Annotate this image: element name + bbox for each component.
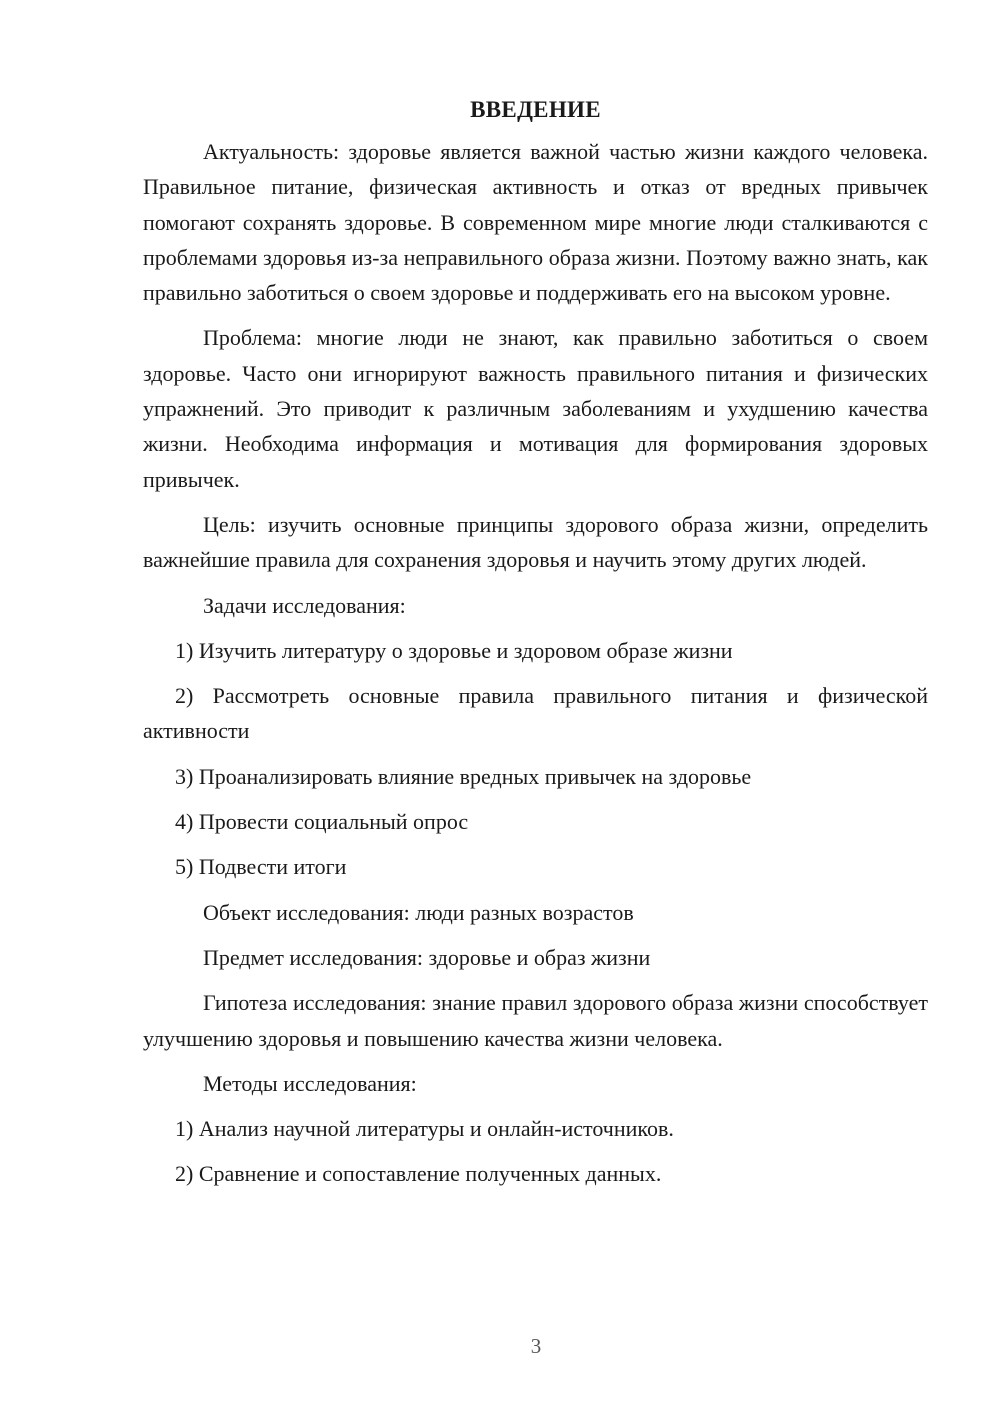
task-item: 4) Провести социальный опрос [175, 809, 469, 835]
method-item: 2) Сравнение и сопоставление полученных данных. [175, 1161, 662, 1187]
method-item: 1) Анализ научной литературы и онлайн-источников. [175, 1116, 674, 1142]
tasks-heading: Задачи исследования: [203, 592, 406, 618]
page-title: ВВЕДЕНИЕ [470, 97, 601, 122]
task-item: 2) Рассмотреть основные правила правильного питания и физической активности [143, 683, 928, 744]
methods-heading: Методы исследования: [203, 1070, 417, 1096]
document-page [143, 92, 928, 1202]
hypothesis-paragraph: Гипотеза исследования: знание правил здорового образа жизни способствует улучшению здоровья и повышению качества жизни человека. [143, 990, 928, 1051]
task-item: 5) Подвести итоги [175, 854, 347, 880]
task-item: 3) Проанализировать влияние вредных привычек на здоровье [175, 763, 752, 789]
relevance-paragraph: Актуальность: здоровье является важной частью жизни каждого человека. Правильное питание, физическая активность и отказ от вредных привычек помогают сохранять здоровье. В современном мире многие люди сталкиваются с проблемами здоровья из-за неправильного образа жизни. Поэтому важно знать, как правильно заботиться о своем здоровье и поддерживать его на высоком уровне. [143, 139, 928, 306]
problem-paragraph: Проблема: многие люди не знают, как правильно заботиться о своем здоровье. Часто они игнорируют важность правильного питания и физических упражнений. Это приводит к различным заболеваниям и ухудшению качества жизни. Необходима информация и мотивация для формирования здоровых привычек. [143, 325, 928, 492]
research-object: Объект исследования: люди разных возрастов [203, 899, 634, 925]
task-item: 1) Изучить литературу о здоровье и здоровом образе жизни [175, 637, 733, 663]
page-number: 3 [530, 1334, 542, 1358]
goal-paragraph: Цель: изучить основные принципы здорового образа жизни, определить важнейшие правила для сохранения здоровья и научить этому других людей. [143, 511, 928, 573]
research-subject: Предмет исследования: здоровье и образ жизни [203, 944, 651, 970]
